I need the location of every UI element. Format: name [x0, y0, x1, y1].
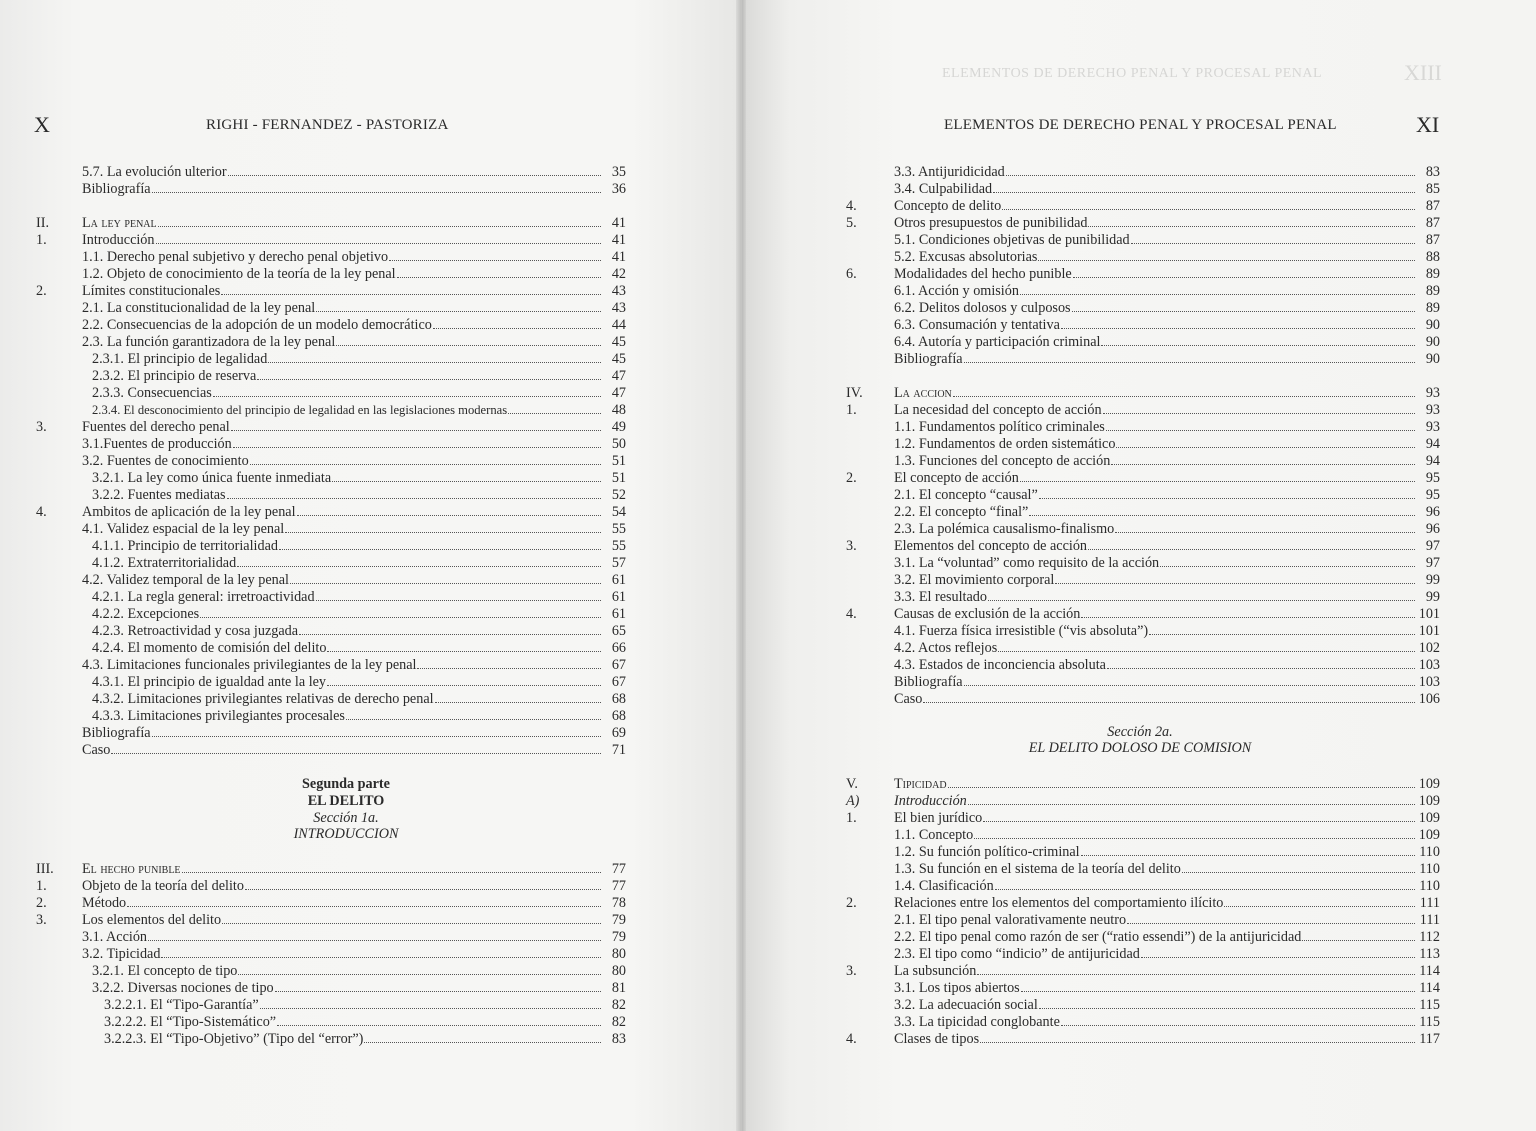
book-gutter [736, 0, 746, 1131]
toc-title: 4.3.3. Limitaciones privilegiantes procesales [92, 708, 345, 724]
toc-title: La accion [894, 385, 952, 401]
bleed-through-header: ELEMENTOS DE DERECHO PENAL Y PROCESAL PENAL [942, 66, 1323, 81]
toc-title: 3.3. Antijuridicidad [894, 164, 1005, 180]
toc-page-number: 82 [611, 1014, 626, 1030]
toc-title: Tipicidad [894, 776, 947, 792]
toc-title: Caso [894, 691, 923, 707]
part-title: EL DELITO [307, 793, 385, 809]
toc-title: El hecho punible [82, 861, 181, 877]
toc-number: III. [36, 861, 54, 877]
toc-title: 3.2. Tipicidad [82, 946, 161, 962]
toc-page-number: 97 [1425, 538, 1440, 554]
toc-title: 3.1. Los tipos abiertos [894, 980, 1020, 996]
toc-title: 1.1. Derecho penal subjetivo y derecho penal objetivo [82, 249, 389, 265]
toc-page-number: 114 [1419, 963, 1440, 979]
section-label: Sección 2a. [1107, 724, 1173, 740]
toc-title: Causas de exclusión de la acción [894, 606, 1081, 622]
toc-title: 2.3. El tipo como “indicio” de antijuricidad [894, 946, 1140, 962]
toc-page-number: 47 [611, 385, 626, 401]
toc-number: II. [36, 215, 49, 231]
toc-title: Clases de tipos [894, 1031, 980, 1047]
toc-page-number: 82 [611, 997, 626, 1013]
toc-page-number: 93 [1425, 402, 1440, 418]
toc-title: 6.4. Autoría y participación criminal [894, 334, 1101, 350]
toc-page-number: 83 [1425, 164, 1440, 180]
toc-title: Concepto de delito [894, 198, 1002, 214]
toc-title: La subsunción [894, 963, 977, 979]
toc-title: 3.2. Fuentes de conocimiento [82, 453, 249, 469]
toc-page-number: 94 [1425, 436, 1440, 452]
toc-title: 4.2. Actos reflejos [894, 640, 998, 656]
toc-page-number: 93 [1425, 385, 1440, 401]
toc-title: 1.2. Su función político-criminal [894, 844, 1080, 860]
toc-title: 2.2. El tipo penal como razón de ser (“ratio essendi”) de la antijuricidad [894, 929, 1302, 945]
toc-number: 3. [846, 538, 857, 554]
toc-title: 3.2.1. La ley como única fuente inmediata [92, 470, 332, 486]
toc-page-number: 85 [1425, 181, 1440, 197]
toc-title: 2.1. El tipo penal valorativamente neutro [894, 912, 1127, 928]
toc-page-number: 83 [611, 1031, 626, 1047]
right-page-number: XI [1416, 112, 1440, 137]
section-title: EL DELITO DOLOSO DE COMISION [1028, 740, 1252, 756]
left-running-title: RIGHI - FERNANDEZ - PASTORIZA [206, 117, 449, 133]
toc-title: 3.2.2. Fuentes mediatas [92, 487, 226, 503]
toc-title: 2.3. La función garantizadora de la ley penal [82, 334, 336, 350]
toc-title: 3.3. La tipicidad conglobante [894, 1014, 1060, 1030]
toc-title: 5.2. Excusas absolutorias [894, 249, 1038, 265]
toc-page-number: 52 [611, 487, 626, 503]
toc-number: 1. [36, 878, 47, 894]
toc-page-number: 101 [1418, 606, 1440, 622]
toc-page-number: 51 [611, 470, 626, 486]
bleed-through-page-number: XIII [1404, 60, 1442, 85]
toc-title: 3.2.2. Diversas nociones de tipo [92, 980, 274, 996]
toc-page-number: 110 [1419, 844, 1440, 860]
toc-page-number: 99 [1425, 572, 1440, 588]
toc-page-number: 44 [611, 317, 626, 333]
toc-title: 2.3.4. El desconocimiento del principio de legalidad en las legislaciones modernas [92, 403, 508, 417]
toc-page-number: 43 [611, 283, 626, 299]
toc-number: 5. [846, 215, 857, 231]
toc-page-number: 89 [1425, 283, 1440, 299]
toc-page-number: 69 [611, 725, 626, 741]
toc-title: Bibliografía [894, 674, 963, 690]
section-label: Sección 1a. [313, 810, 379, 826]
part-label: Segunda parte [302, 776, 390, 792]
toc-title: 4.1. Validez espacial de la ley penal [82, 521, 285, 537]
toc-page-number: 66 [611, 640, 626, 656]
toc-page-number: 87 [1425, 215, 1440, 231]
toc-title: 1.2. Fundamentos de orden sistemático [894, 436, 1116, 452]
toc-number: V. [846, 776, 858, 792]
section-title: INTRODUCCION [293, 826, 399, 842]
toc-title: Bibliografía [82, 725, 151, 741]
toc-title: 4.1. Fuerza física irresistible (“vis absoluta”) [894, 623, 1149, 639]
toc-page-number: 102 [1418, 640, 1440, 656]
toc-page-number: 41 [611, 215, 626, 231]
toc-page-number: 96 [1425, 521, 1440, 537]
toc-page-number: 36 [611, 181, 626, 197]
toc-page-number: 41 [611, 232, 626, 248]
toc-page-number: 95 [1425, 487, 1440, 503]
toc-page-number: 79 [611, 912, 626, 928]
toc-title: 3.2.1. El concepto de tipo [92, 963, 238, 979]
toc-page-number: 55 [611, 521, 626, 537]
toc-page-number: 42 [611, 266, 626, 282]
toc-title: Introducción [894, 793, 967, 809]
toc-page-number: 109 [1418, 793, 1440, 809]
toc-title: 4.2.4. El momento de comisión del delito [92, 640, 327, 656]
toc-number: 1. [846, 810, 857, 826]
toc-page-number: 55 [611, 538, 626, 554]
toc-title: 3.3. El resultado [894, 589, 987, 605]
toc-page-number: 61 [611, 572, 626, 588]
toc-page-number: 111 [1419, 912, 1440, 928]
toc-page-number: 97 [1425, 555, 1440, 571]
toc-title: Ambitos de aplicación de la ley penal [82, 504, 296, 520]
toc-page-number: 109 [1418, 827, 1440, 843]
toc-page-number: 103 [1418, 674, 1440, 690]
toc-page-number: 67 [611, 674, 626, 690]
toc-title: 4.3.1. El principio de igualdad ante la ley [92, 674, 327, 690]
toc-title: Relaciones entre los elementos del comportamiento ilícito [894, 895, 1224, 911]
toc-page-number: 90 [1425, 334, 1440, 350]
toc-page-number: 95 [1425, 470, 1440, 486]
toc-title: 3.4. Culpabilidad [894, 181, 993, 197]
toc-title: Objeto de la teoría del delito [82, 878, 244, 894]
toc-number: 4. [36, 504, 47, 520]
toc-page-number: 87 [1425, 232, 1440, 248]
toc-title: 4.2.3. Retroactividad y cosa juzgada [92, 623, 299, 639]
toc-title: 4.2.1. La regla general: irretroactividad [92, 589, 315, 605]
toc-number: 1. [36, 232, 47, 248]
toc-page-number: 43 [611, 300, 626, 316]
toc-title: Introducción [82, 232, 155, 248]
toc-title: 3.2.2.1. El “Tipo-Garantía” [104, 997, 259, 1013]
toc-title: 2.1. La constitucionalidad de la ley penal [82, 300, 316, 316]
toc-page-number: 67 [611, 657, 626, 673]
toc-title: 1.1. Concepto [894, 827, 974, 843]
toc-page-number: 54 [611, 504, 626, 520]
toc-title: Otros presupuestos de punibilidad [894, 215, 1088, 231]
toc-title: 2.3.3. Consecuencias [92, 385, 212, 401]
toc-number: A) [846, 793, 860, 809]
toc-title: Elementos del concepto de acción [894, 538, 1088, 554]
toc-page-number: 45 [611, 351, 626, 367]
left-section-heading [36, 0, 656, 1131]
toc-page-number: 90 [1425, 351, 1440, 367]
toc-title: 3.2.2.3. El “Tipo-Objetivo” (Tipo del “error”) [104, 1031, 364, 1047]
toc-title: 3.2. El movimiento corporal [894, 572, 1055, 588]
toc-page-number: 61 [611, 606, 626, 622]
toc-title: 4.1.1. Principio de territorialidad [92, 538, 278, 554]
toc-number: 3. [36, 419, 47, 435]
toc-page-number: 50 [611, 436, 626, 452]
toc-page-number: 87 [1425, 198, 1440, 214]
toc-page-number: 51 [611, 453, 626, 469]
left-page [0, 0, 742, 1131]
toc-title: 5.7. La evolución ulterior [82, 164, 227, 180]
toc-number: 2. [846, 470, 857, 486]
toc-title: Los elementos del delito [82, 912, 222, 928]
toc-page-number: 68 [611, 708, 626, 724]
toc-number: 3. [36, 912, 47, 928]
toc-title: 6.2. Delitos dolosos y culposos [894, 300, 1071, 316]
toc-number: 2. [36, 895, 47, 911]
toc-page-number: 77 [611, 861, 626, 877]
toc-title: 1.4. Clasificación [894, 878, 994, 894]
toc-title: La ley penal [82, 215, 157, 231]
toc-page-number: 71 [611, 742, 626, 758]
toc-number: 2. [846, 895, 857, 911]
toc-page-number: 88 [1425, 249, 1440, 265]
toc-number: 4. [846, 198, 857, 214]
right-section-heading [882, 0, 1398, 1131]
toc-title: 1.3. Su función en el sistema de la teoría del delito [894, 861, 1181, 877]
toc-title: 6.3. Consumación y tentativa [894, 317, 1060, 333]
toc-number: 1. [846, 402, 857, 418]
toc-page-number: 89 [1425, 266, 1440, 282]
toc-title: Modalidades del hecho punible [894, 266, 1072, 282]
toc-page-number: 101 [1418, 623, 1440, 639]
toc-title: 1.3. Funciones del concepto de acción [894, 453, 1111, 469]
toc-number: 3. [846, 963, 857, 979]
toc-page-number: 79 [611, 929, 626, 945]
toc-page-number: 89 [1425, 300, 1440, 316]
toc-page-number: 80 [611, 963, 626, 979]
toc-page-number: 94 [1425, 453, 1440, 469]
toc-page-number: 78 [611, 895, 626, 911]
toc-number: 4. [846, 606, 857, 622]
toc-title: 4.3. Estados de inconciencia absoluta [894, 657, 1106, 673]
toc-page-number: 41 [611, 249, 626, 265]
toc-title: Método [82, 895, 127, 911]
toc-title: 3.1.Fuentes de producción [82, 436, 232, 452]
toc-title: 2.3. La polémica causalismo-finalismo [894, 521, 1115, 537]
toc-title: Caso [82, 742, 111, 758]
toc-page-number: 47 [611, 368, 626, 384]
toc-number: 2. [36, 283, 47, 299]
toc-page-number: 96 [1425, 504, 1440, 520]
toc-title: 6.1. Acción y omisión [894, 283, 1019, 299]
toc-page-number: 57 [611, 555, 626, 571]
right-page [742, 0, 1536, 1131]
toc-page-number: 109 [1418, 776, 1440, 792]
toc-title: 4.3.2. Limitaciones privilegiantes relativas de derecho penal [92, 691, 434, 707]
toc-title: El bien jurídico [894, 810, 983, 826]
toc-page-number: 106 [1418, 691, 1440, 707]
toc-page-number: 81 [611, 980, 626, 996]
left-page-number: X [34, 112, 50, 137]
toc-page-number: 61 [611, 589, 626, 605]
right-running-title: ELEMENTOS DE DERECHO PENAL Y PROCESAL PENAL [944, 117, 1337, 133]
toc-page-number: 90 [1425, 317, 1440, 333]
toc-page-number: 99 [1425, 589, 1440, 605]
toc-title: 2.3.2. El principio de reserva [92, 368, 257, 384]
toc-title: El concepto de acción [894, 470, 1019, 486]
toc-page-number: 49 [611, 419, 626, 435]
toc-page-number: 117 [1419, 1031, 1440, 1047]
toc-page-number: 110 [1419, 861, 1440, 877]
toc-page-number: 77 [611, 878, 626, 894]
toc-title: 4.2. Validez temporal de la ley penal [82, 572, 289, 588]
toc-title: 5.1. Condiciones objetivas de punibilidad [894, 232, 1130, 248]
toc-page-number: 35 [611, 164, 626, 180]
toc-title: 4.2.2. Excepciones [92, 606, 200, 622]
toc-title: 3.2. La adecuación social [894, 997, 1038, 1013]
toc-title: 2.2. Consecuencias de la adopción de un modelo democrático [82, 317, 432, 333]
toc-title: 1.1. Fundamentos político criminales [894, 419, 1105, 435]
toc-title: 2.3.1. El principio de legalidad [92, 351, 268, 367]
toc-page-number: 113 [1419, 946, 1440, 962]
toc-title: Bibliografía [82, 181, 151, 197]
toc-page-number: 110 [1419, 878, 1440, 894]
toc-page-number: 114 [1419, 980, 1440, 996]
toc-number: 4. [846, 1031, 857, 1047]
toc-title: 4.3. Limitaciones funcionales privilegiantes de la ley penal [82, 657, 417, 673]
toc-page-number: 68 [611, 691, 626, 707]
toc-page-number: 65 [611, 623, 626, 639]
toc-page-number: 115 [1419, 1014, 1440, 1030]
toc-page-number: 80 [611, 946, 626, 962]
toc-title: 3.1. La “voluntad” como requisito de la acción [894, 555, 1160, 571]
toc-title: Límites constitucionales [82, 283, 221, 299]
toc-title: La necesidad del concepto de acción [894, 402, 1102, 418]
toc-page-number: 103 [1418, 657, 1440, 673]
toc-page-number: 115 [1419, 997, 1440, 1013]
toc-title: Fuentes del derecho penal [82, 419, 230, 435]
toc-number: IV. [846, 385, 863, 401]
toc-number: 6. [846, 266, 857, 282]
toc-page-number: 45 [611, 334, 626, 350]
toc-title: 1.2. Objeto de conocimiento de la teoría de la ley penal [82, 266, 396, 282]
toc-title: 2.2. El concepto “final” [894, 504, 1029, 520]
toc-page-number: 109 [1418, 810, 1440, 826]
toc-title: 3.2.2.2. El “Tipo-Sistemático” [104, 1014, 277, 1030]
toc-page-number: 93 [1425, 419, 1440, 435]
toc-title: 2.1. El concepto “causal” [894, 487, 1038, 503]
toc-title: 3.1. Acción [82, 929, 148, 945]
toc-title: Bibliografía [894, 351, 963, 367]
toc-page-number: 112 [1419, 929, 1440, 945]
toc-title: 4.1.2. Extraterritorialidad [92, 555, 237, 571]
toc-page-number: 111 [1419, 895, 1440, 911]
toc-page-number: 48 [611, 402, 626, 418]
